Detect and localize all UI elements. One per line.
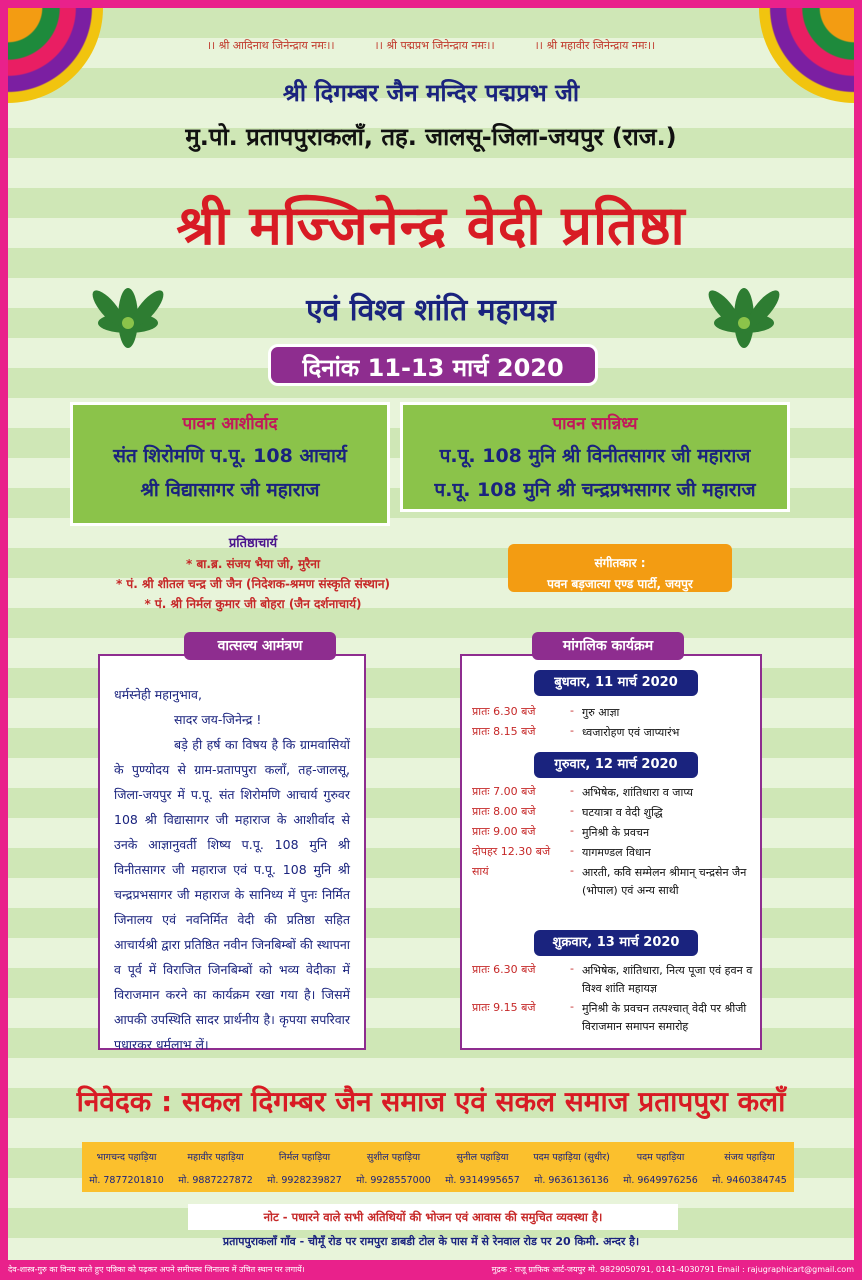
event-dash: - <box>570 724 574 737</box>
contact-phone: मो. 9928557000 <box>356 1175 431 1186</box>
event-desc: आरती, कवि सम्मेलन श्रीमान् चन्द्रसेन जैन (भोपाल) एवं अन्य साथी <box>582 866 747 897</box>
contact-name: भागचन्द पहाड़िया <box>96 1152 157 1163</box>
presence-box <box>400 402 790 512</box>
schedule-tag: मांगलिक कार्यक्रम <box>532 632 684 660</box>
event-time: सायं <box>472 865 489 878</box>
schedule-event <box>472 704 757 722</box>
event-desc: गुरु आज्ञा <box>582 706 620 719</box>
schedule-event <box>472 724 757 742</box>
schedule-event <box>472 844 757 862</box>
contact <box>438 1142 527 1192</box>
poster <box>8 8 854 1260</box>
greeting: धर्मस्नेही महानुभाव, <box>114 687 202 702</box>
footer <box>0 1262 862 1280</box>
contact-name: सुशील पहाड़िया <box>366 1152 421 1163</box>
blessing-heading: पावन आशीर्वाद <box>182 414 278 434</box>
contact-name: निर्मल पहाड़िया <box>278 1152 331 1163</box>
invitation-body: बड़े ही हर्ष का विषय है कि ग्रामवासियों के पुण्योदय से ग्राम-प्रतापपुरा कलाँ, तह-जालसू, जिला-जयपुर में प.पू. संत शिरोमणि आचार्य गुरुवर 108 श्री विद्यासागर जी महाराज के आशीर्वाद से उनके आज्ञानुवर्ती शिष्य प.पू. 108 मुनि श्री विनीतसागर जी महाराज एवं प.पू. 108 मुनि श्री चन्द्रप्रभसागर जी महाराज के सानिध्य में पुनः निर्मित जिनालय एवं नवनिर्मित वेदी की प्रतिष्ठा सहित आचार्यश्री द्वारा प्रतिष्ठित नवीन जिनबिम्बों की स्थापना व पूर्व में विराजित जिनबिम्बों को भव्य वेदीका में विराजमान करने का कार्यक्रम रखा गया है। जिसमें आपकी उपस्थिति सादर प्रार्थनीय है। कृपया सपरिवार पधारकर धर्मलाभ लें। <box>114 737 350 1052</box>
schedule-event <box>472 962 757 998</box>
event-dash: - <box>570 962 574 975</box>
event-dash: - <box>570 844 574 857</box>
contact-name: पदम पहाड़िया (सुधीर) <box>533 1152 610 1163</box>
event-dash: - <box>570 704 574 717</box>
schedule-event <box>472 864 757 900</box>
presence-heading: पावन सान्निध्य <box>552 414 638 434</box>
contact <box>82 1142 171 1192</box>
event-dash: - <box>570 804 574 817</box>
event-dash: - <box>570 1000 574 1013</box>
contact-phone: मो. 9887227872 <box>178 1175 253 1186</box>
salutation: सादर जय-जिनेन्द्र ! <box>174 712 262 727</box>
music-name: पवन बड़जात्या एण्ड पार्टी, जयपुर <box>547 577 693 591</box>
schedule-event <box>472 804 757 822</box>
event-desc: मुनिश्री के प्रवचन <box>582 826 650 839</box>
mantra: ।। श्री पद्मप्रभ जिनेन्द्राय नमः।। <box>374 39 495 52</box>
contact <box>260 1142 349 1192</box>
pratishthacharya-line: * बा.ब्र. संजय भैया जी, मुरैना <box>186 557 320 571</box>
schedule-event <box>472 784 757 802</box>
schedule-panel <box>460 654 762 1050</box>
note: नोट - पधारने वाले सभी अतिथियों की भोजन एवं आवास की समुचित व्यवस्था है। <box>188 1204 678 1230</box>
pratishthacharya-line: * पं. श्री निर्मल कुमार जी बोहरा (जैन दर्शनाचार्य) <box>144 597 362 611</box>
temple-name: श्री दिगम्बर जैन मन्दिर पद्मप्रभ जी <box>282 79 580 107</box>
contact-name: महावीर पहाड़िया <box>187 1152 244 1163</box>
contacts-strip <box>82 1142 794 1192</box>
contact-name: सुनील पहाड़िया <box>456 1152 509 1163</box>
event-desc: अभिषेक, शांतिधारा, नित्य पूजा एवं हवन व विश्व शांति महायज्ञ <box>582 964 753 995</box>
event-desc: अभिषेक, शांतिधारा व जाप्य <box>582 786 694 799</box>
blessing-line: श्री विद्यासागर जी महाराज <box>140 479 320 501</box>
event-dash: - <box>570 824 574 837</box>
music-heading: संगीतकार : <box>594 556 646 570</box>
event-time: प्रातः 6.30 बजे <box>472 963 536 976</box>
contact-phone: मो. 9460384745 <box>712 1175 787 1186</box>
subtitle: एवं विश्व शांति महायज्ञ <box>306 293 556 328</box>
event-desc: ध्वजारोहण एवं जाप्यारंभ <box>582 726 680 739</box>
contact-phone: मो. 9928239827 <box>267 1175 342 1186</box>
pratishthacharya-heading: प्रतिष्ठाचार्य <box>228 536 278 551</box>
invitation-panel <box>98 654 366 1050</box>
event-time: दोपहर 12.30 बजे <box>472 845 551 858</box>
contact-phone: मो. 7877201810 <box>89 1175 164 1186</box>
event-dash: - <box>570 784 574 797</box>
main-title: श्री मज्जिनेन्द्र वेदी प्रतिष्ठा <box>176 194 686 257</box>
event-desc: मुनिश्री के प्रवचन तत्पश्चात् वेदी पर श्रीजी विराजमान समापन समारोह <box>582 1002 747 1033</box>
event-time: प्रातः 7.00 बजे <box>472 785 536 798</box>
contact <box>527 1142 616 1192</box>
blessing-box <box>70 402 390 526</box>
event-time: प्रातः 6.30 बजे <box>472 705 536 718</box>
event-time: प्रातः 8.00 बजे <box>472 805 536 818</box>
contact <box>349 1142 438 1192</box>
pratishthacharya-line: * पं. श्री शीतल चन्द्र जी जैन (निदेशक-श्रमण संस्कृति संस्थान) <box>115 577 391 591</box>
pratishthacharya <box>68 530 438 612</box>
music-box <box>508 544 732 592</box>
contact-name: संजय पहाड़िया <box>724 1152 775 1163</box>
event-time: प्रातः 8.15 बजे <box>472 725 536 738</box>
mantra: ।। श्री आदिनाथ जिनेन्द्राय नमः।। <box>206 39 335 52</box>
schedule-event <box>472 1000 757 1036</box>
contact <box>616 1142 705 1192</box>
footer-right: मुद्रक : राजू ग्राफिक आर्ट-जयपुर मो. 9829050791, 0141-4030791 Email : rajugraphicart@gmail.com <box>491 1265 854 1274</box>
day-header: शुक्रवार, 13 मार्च 2020 <box>534 930 698 956</box>
event-dash: - <box>570 864 574 877</box>
direction: प्रतापपुराकलाँ गाँव - चौमूँ रोड पर रामपुरा डाबडी टोल के पास में से रेनवाल रोड पर 20 किमी. अन्दर है। <box>222 1235 640 1248</box>
presence-line: प.पू. 108 मुनि श्री चन्द्रप्रभसागर जी महाराज <box>434 479 756 501</box>
blessing-line: संत शिरोमणि प.पू. 108 आचार्य <box>113 445 347 467</box>
contact-phone: मो. 9314995657 <box>445 1175 520 1186</box>
presence-line: प.पू. 108 मुनि श्री विनीतसागर जी महाराज <box>439 445 751 467</box>
schedule-event <box>472 824 757 842</box>
event-time: प्रातः 9.15 बजे <box>472 1001 536 1014</box>
contact-name: पदम पहाड़िया <box>636 1152 685 1163</box>
contact <box>171 1142 260 1192</box>
day-header: बुधवार, 11 मार्च 2020 <box>534 670 698 696</box>
event-date: दिनांक 11-13 मार्च 2020 <box>268 344 598 386</box>
nivedak: निवेदक : सकल दिगम्बर जैन समाज एवं सकल समाज प्रतापपुरा कलाँ <box>76 1085 786 1118</box>
day-header: गुरुवार, 12 मार्च 2020 <box>534 752 698 778</box>
mantras <box>8 38 854 53</box>
contact-phone: मो. 9649976256 <box>623 1175 698 1186</box>
address: मु.पो. प्रतापपुराकलाँ, तह. जालसू-जिला-जयपुर (राज.) <box>185 123 677 151</box>
invitation-tag: वात्सल्य आमंत्रण <box>184 632 336 660</box>
mantra: ।। श्री महावीर जिनेन्द्राय नमः।। <box>534 39 656 52</box>
contact-phone: मो. 9636136136 <box>534 1175 609 1186</box>
event-desc: घटयात्रा व वेदी शुद्धि <box>582 806 663 819</box>
contact <box>705 1142 794 1192</box>
footer-left: देव-शास्त्र-गुरु का विनय करते हुए पत्रिका को पढ़कर अपने समीपस्थ जिनालय में उचित स्थान पर लगायें। <box>8 1265 305 1274</box>
event-time: प्रातः 9.00 बजे <box>472 825 536 838</box>
event-desc: यागमण्डल विधान <box>582 846 651 859</box>
